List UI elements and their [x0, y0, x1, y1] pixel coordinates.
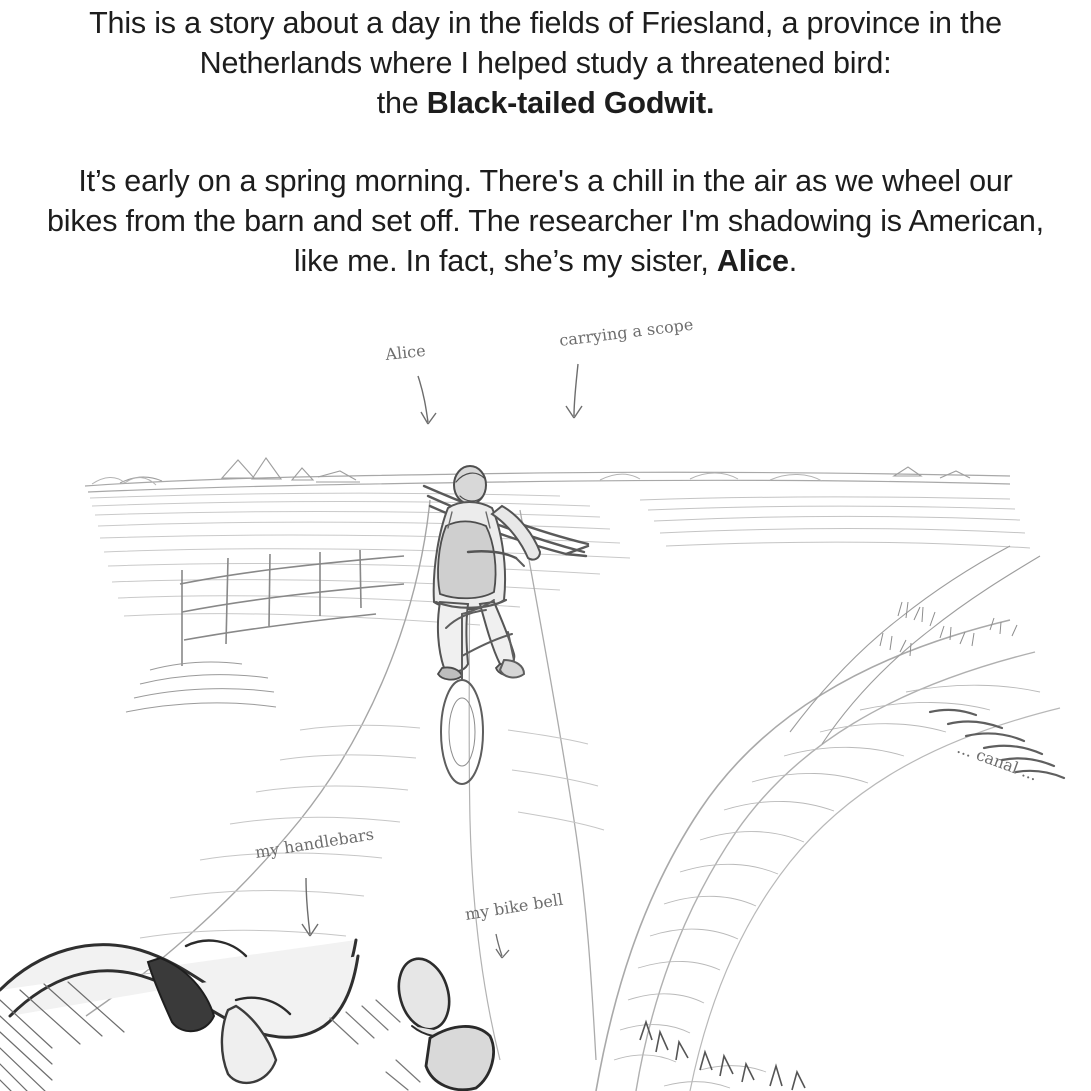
foreground-handlebars [0, 940, 494, 1091]
caption-paragraph-2-text: It’s early on a spring morning. There's a chill in the air as we wheel our bikes from the barn and set off. The researcher I'm shadowing is American, like me. In fact, she’s my sister, [47, 163, 1044, 278]
foreground-grass [640, 1022, 805, 1090]
caption-block [36, 0, 1056, 282]
caption-species-name: Black-tailed Godwit. [426, 85, 715, 120]
caption-paragraph-2 [36, 162, 1056, 282]
canal-water [596, 620, 1060, 1091]
annotation-bike-bell-label: my bike bell [463, 889, 565, 924]
annotation-scope [558, 315, 694, 418]
caption-paragraph-2-end: . [788, 243, 798, 278]
canal-far-bank [790, 546, 1040, 744]
bell-mount [426, 1026, 494, 1089]
caption-sister-name: Alice [716, 243, 789, 278]
cyclist-alice [424, 466, 588, 784]
fence-ground-scribble [126, 662, 276, 712]
annotation-handlebars-label: my handlebars [253, 824, 376, 862]
caption-paragraph-1 [36, 4, 1056, 124]
annotation-alice-label: Alice [384, 340, 427, 364]
caption-paragraph-1-lead: the [376, 85, 427, 120]
left-fence [180, 550, 404, 666]
bike-bell [391, 953, 457, 1037]
annotation-scope-label: carrying a scope [558, 314, 695, 350]
distant-farm-buildings [120, 458, 970, 483]
annotation-handlebars [254, 824, 375, 936]
annotation-canal-label: ... canal ... [954, 737, 1041, 785]
backpack [438, 522, 496, 599]
annotation-alice [383, 341, 436, 424]
right-field-shading [640, 497, 1030, 548]
reed-marks [880, 602, 1017, 656]
illustration [0, 300, 1091, 1091]
caption-paragraph-1-text: This is a story about a day in the fields of Friesland, a province in the Netherlands where I helped study a threatened bird: [89, 6, 1002, 80]
